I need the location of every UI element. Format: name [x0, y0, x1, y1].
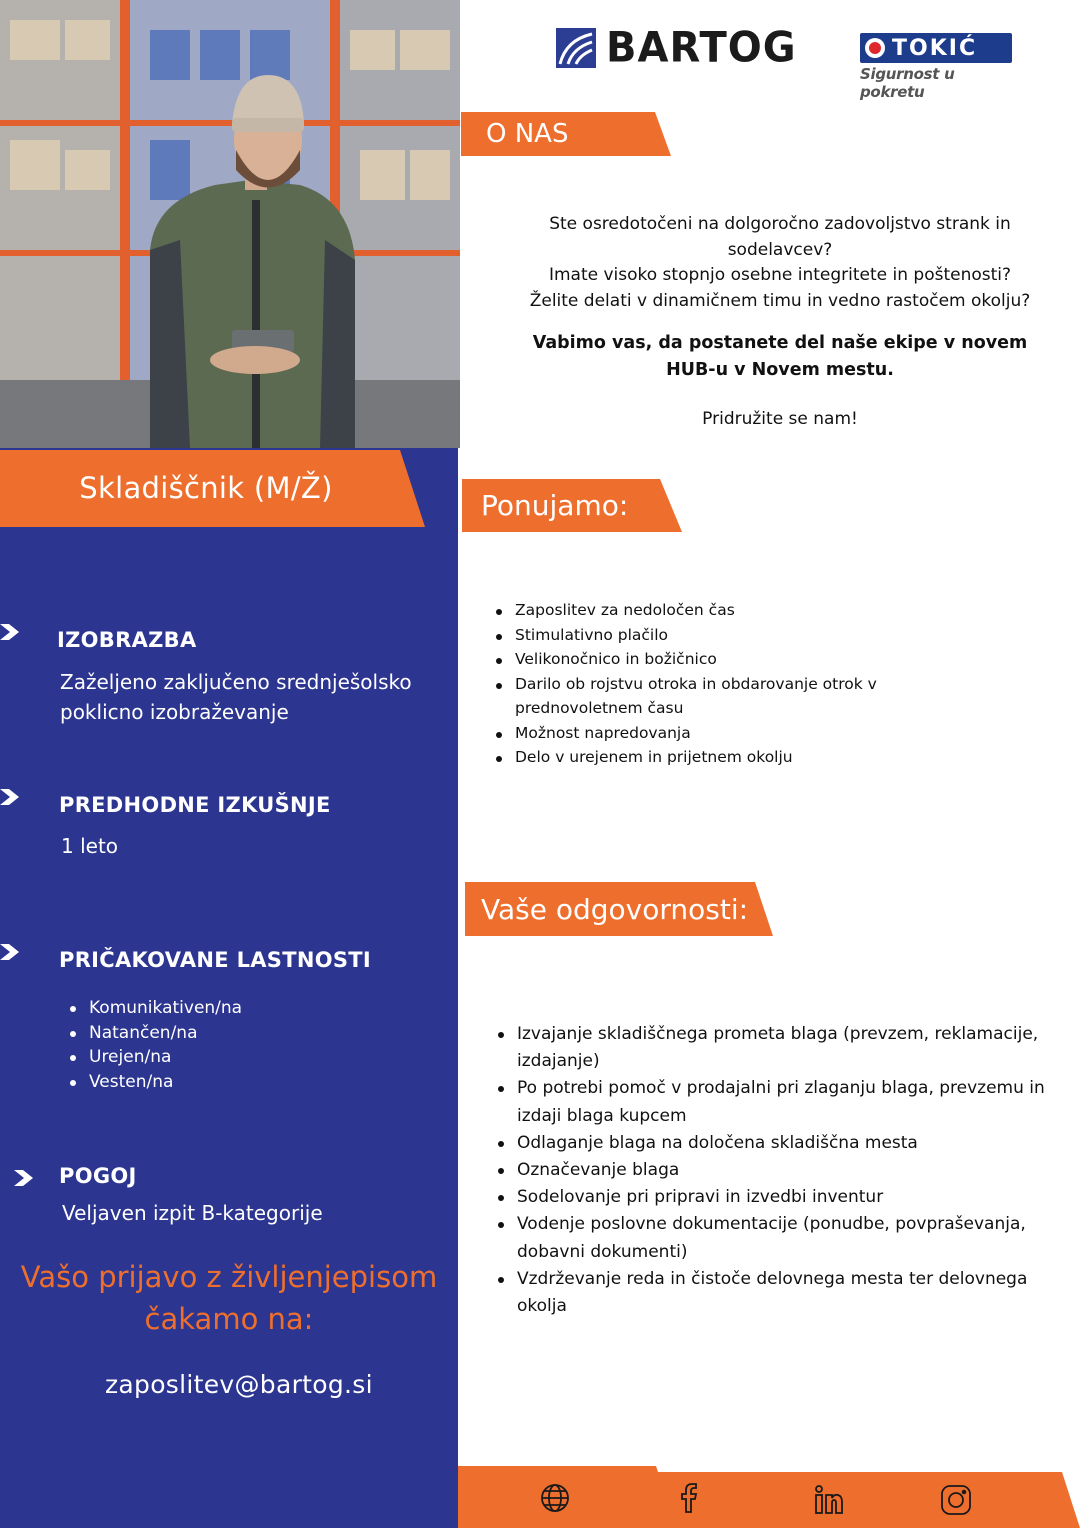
tokic-wordmark: TOKIĆ: [892, 35, 978, 61]
experience-heading: PREDHODNE IZKUŠNJE: [59, 793, 331, 817]
chevron-right-icon: [0, 942, 20, 962]
experience-text: 1 leto: [61, 834, 119, 858]
job-title: Skladiščnik (M/Ž): [79, 471, 333, 505]
education-heading: IZOBRAZBA: [57, 628, 197, 652]
list-item: Komunikativen/na: [68, 996, 242, 1021]
apply-line-2: čakamo na:: [144, 1302, 314, 1336]
requirements-panel: [0, 448, 458, 1528]
tokic-logo: [860, 33, 1012, 101]
job-title-banner: [0, 450, 425, 527]
responsibilities-tag-label: Vaše odgovornosti:: [481, 892, 749, 926]
list-item: Vodenje poslovne dokumentacije (ponudbe, povpraševanja, dobavni dokumenti): [496, 1211, 1036, 1265]
about-question-3: Želite delati v dinamičnem timu in vedno rastočem okolju?: [529, 290, 1031, 311]
bartog-logo-icon: [556, 28, 596, 68]
list-item: Sodelovanje pri pripravi in izvedbi inventur: [496, 1184, 1062, 1211]
contact-email[interactable]: zaposlitev@bartog.si: [105, 1370, 373, 1399]
instagram-icon[interactable]: [940, 1484, 972, 1516]
list-item: Vzdrževanje reda in čistoče delovnega mesta ter delovnega okolja: [496, 1266, 1036, 1320]
about-tag-label: O NAS: [486, 119, 569, 149]
list-item: Možnost napredovanja: [494, 721, 904, 746]
about-tag: [461, 112, 671, 156]
offer-tag-label: Ponujamo:: [481, 489, 629, 522]
facebook-icon[interactable]: [673, 1482, 705, 1514]
traits-heading: PRIČAKOVANE LASTNOSTI: [59, 948, 372, 972]
list-item: Izvajanje skladiščnega prometa blaga (prevzem, reklamacije, izdajanje): [496, 1021, 1062, 1075]
responsibilities-tag: [465, 882, 773, 936]
tokic-slogan: Sigurnost u pokretu: [860, 65, 955, 101]
linkedin-icon[interactable]: [813, 1484, 845, 1516]
about-text: [500, 212, 1060, 433]
traits-list: [68, 996, 242, 1094]
bartog-wordmark: BARTOG: [606, 23, 797, 73]
list-item: Zaposlitev za nedoločen čas: [494, 598, 904, 623]
list-item: Natančen/na: [68, 1021, 242, 1046]
condition-text: Veljaven izpit B-kategorije: [62, 1201, 323, 1225]
list-item: Velikonočnico in božičnico: [494, 647, 904, 672]
chevron-right-icon: [14, 1168, 34, 1188]
about-join: Pridružite se nam!: [702, 409, 858, 429]
about-invite: Vabimo vas, da postanete del naše ekipe v novem HUB-u v Novem mestu.: [532, 333, 1028, 380]
education-text: Zaželjeno zaključeno srednješolsko poklicno izobraževanje: [60, 670, 412, 724]
about-question-2: Imate visoko stopnjo osebne integritete in poštenosti?: [548, 265, 1012, 285]
list-item: Darilo ob rojstvu otroka in obdarovanje otrok v prednovoletnem času: [494, 672, 904, 721]
hero-photo: [0, 0, 460, 448]
responsibilities-list: [496, 1021, 1062, 1320]
list-item: Odlaganje blaga na določena skladiščna mesta: [496, 1130, 1062, 1157]
offer-list: [494, 598, 904, 770]
bartog-logo: [556, 23, 797, 73]
about-question-1: Ste osredotočeni na dolgoročno zadovoljstvo strank in sodelavcev?: [549, 214, 1011, 260]
list-item: Označevanje blaga: [496, 1157, 1062, 1184]
apply-call-to-action: [0, 1256, 458, 1340]
tokic-logo-icon: [864, 37, 886, 59]
offer-tag: [462, 479, 682, 532]
list-item: Stimulativno plačilo: [494, 623, 904, 648]
list-item: Vesten/na: [68, 1070, 242, 1095]
warehouse-worker-illustration: [0, 0, 460, 448]
chevron-right-icon: [0, 622, 20, 642]
globe-icon[interactable]: [539, 1482, 571, 1514]
chevron-right-icon: [0, 787, 20, 807]
apply-line-1: Vašo prijavo z življenjepisom: [20, 1260, 438, 1294]
list-item: Delo v urejenem in prijetnem okolju: [494, 745, 904, 770]
list-item: Urejen/na: [68, 1045, 242, 1070]
condition-heading: POGOJ: [59, 1164, 137, 1188]
list-item: Po potrebi pomoč v prodajalni pri zlaganju blaga, prevzemu in izdaji blaga kupcem: [496, 1075, 1062, 1129]
